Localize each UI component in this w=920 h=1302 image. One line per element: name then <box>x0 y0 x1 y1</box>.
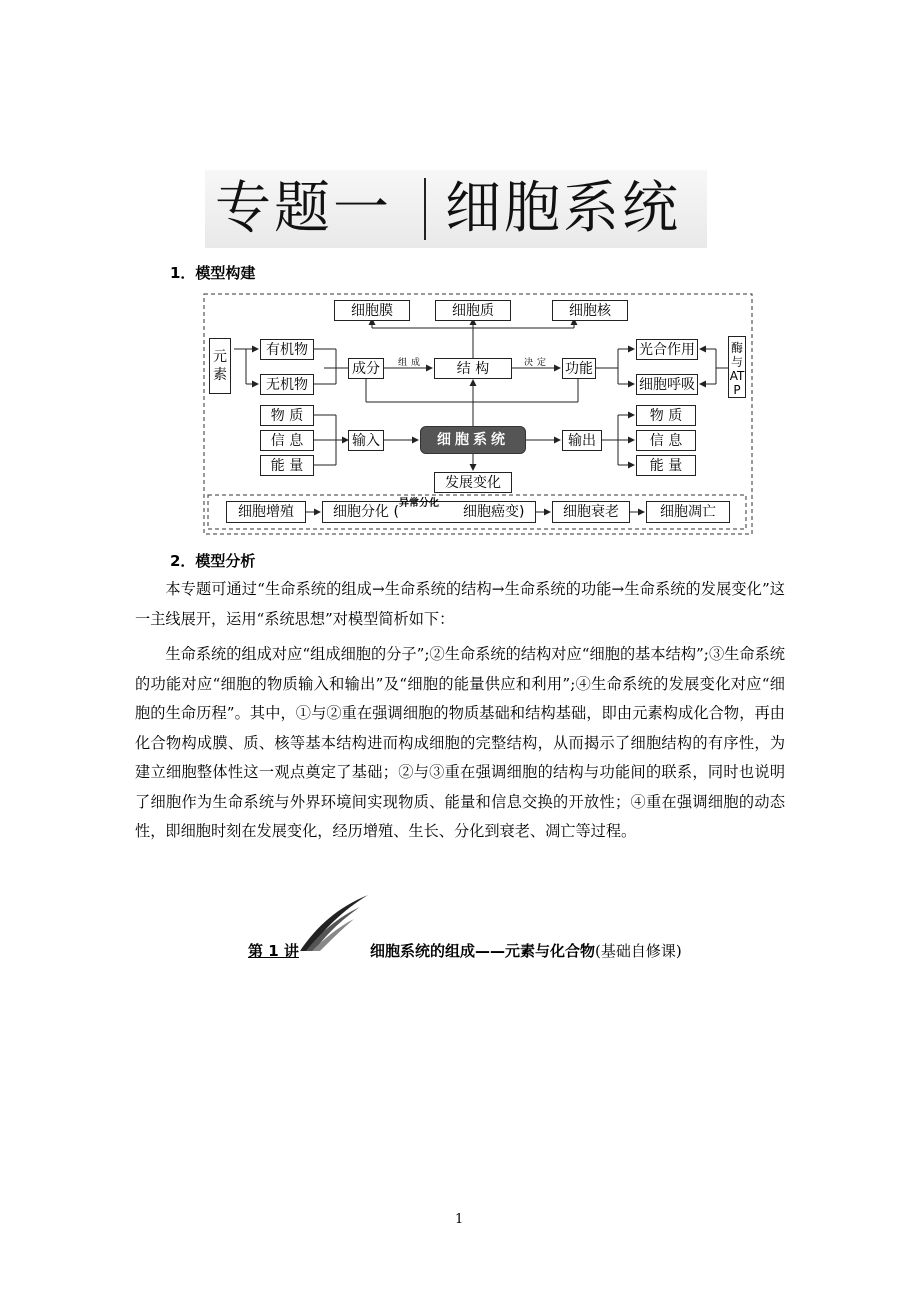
box-output-info: 信 息 <box>636 430 696 451</box>
title-divider <box>424 178 426 240</box>
cancer-label: 细胞癌变) <box>463 504 525 520</box>
box-differentiation <box>322 498 536 523</box>
section-heading-model-build: 1．模型构建 <box>170 264 256 282</box>
box-function: 功能 <box>562 358 596 379</box>
box-aging: 细胞衰老 <box>552 501 630 523</box>
lecture-title-main: 细胞系统的组成——元素与化合物 <box>370 942 596 960</box>
differentiation-label: 细胞分化 ( <box>333 504 399 520</box>
box-respiration: 细胞呼吸 <box>636 374 698 395</box>
box-structure: 结 构 <box>434 358 512 379</box>
lecture-title <box>370 940 682 961</box>
box-cytoplasm: 细胞质 <box>435 300 511 321</box>
abnormal-differentiation-label: 异常分化 <box>399 498 439 509</box>
box-input-info: 信 息 <box>260 430 314 451</box>
box-proliferation: 细胞增殖 <box>226 501 306 523</box>
box-cell-membrane: 细胞膜 <box>334 300 410 321</box>
box-nucleus: 细胞核 <box>552 300 628 321</box>
box-elements: 元素 <box>209 338 231 394</box>
box-inorganic: 无机物 <box>260 374 314 395</box>
box-organic: 有机物 <box>260 339 314 360</box>
edge-label-determine: 决定 <box>524 358 551 368</box>
topic-number: 专题一 <box>215 176 392 241</box>
box-output: 输出 <box>562 430 602 451</box>
box-enzyme-atp: 酶与ATP <box>728 336 746 398</box>
analysis-paragraph-2: 生命系统的组成对应“组成细胞的分子”;②生命系统的结构对应“细胞的基本结构”;③生命系统的功能对应“细胞的物质输入和输出”及“细胞的能量供应和利用”;④生命系统的发展变化对应“细胞的生命历程”。其中，①与②重在强调细胞的物质基础和结构基础，即由元素构成化合物，再由化合物构成膜、质、核等基本结构进而构成细胞的完整结构，从而揭示了细胞结构的有序性，为建立细胞整体性这一观点奠定了基础；②与③重在强调细胞的结构与功能间的联系，同时也说明了细胞作为生命系统与外界环境间实现物质、能量和信息交换的开放性；④重在强调细胞的动态性，即细胞时刻在发展变化，经历增殖、生长、分化到衰老、凋亡等过程。 <box>135 645 785 840</box>
lecture-title-sub: (基础自修课) <box>595 942 682 960</box>
page-number: 1 <box>455 1212 464 1227</box>
swoosh-icon <box>298 893 370 953</box>
box-apoptosis: 细胞凋亡 <box>646 501 730 523</box>
box-photosynthesis: 光合作用 <box>636 339 698 360</box>
box-composition: 成分 <box>348 358 384 379</box>
topic-title: 细胞系统 <box>445 176 681 241</box>
lecture-number: 第 1 讲 <box>248 942 299 960</box>
box-cell-system: 细胞系统 <box>420 426 526 454</box>
concept-diagram <box>200 292 756 536</box>
edge-label-compose: 组成 <box>398 358 425 368</box>
box-input-matter: 物 质 <box>260 405 314 426</box>
box-output-matter: 物 质 <box>636 405 696 426</box>
title-banner <box>205 170 707 248</box>
box-development: 发展变化 <box>434 472 512 493</box>
box-input-energy: 能 量 <box>260 455 314 476</box>
box-input: 输入 <box>348 430 384 451</box>
box-output-energy: 能 量 <box>636 455 696 476</box>
section-heading-model-analysis: 2．模型分析 <box>170 552 256 570</box>
analysis-paragraph-1: 本专题可通过“生命系统的组成→生命系统的结构→生命系统的功能→生命系统的发展变化”这一主线展开，运用“系统思想”对模型简析如下： <box>135 580 785 628</box>
